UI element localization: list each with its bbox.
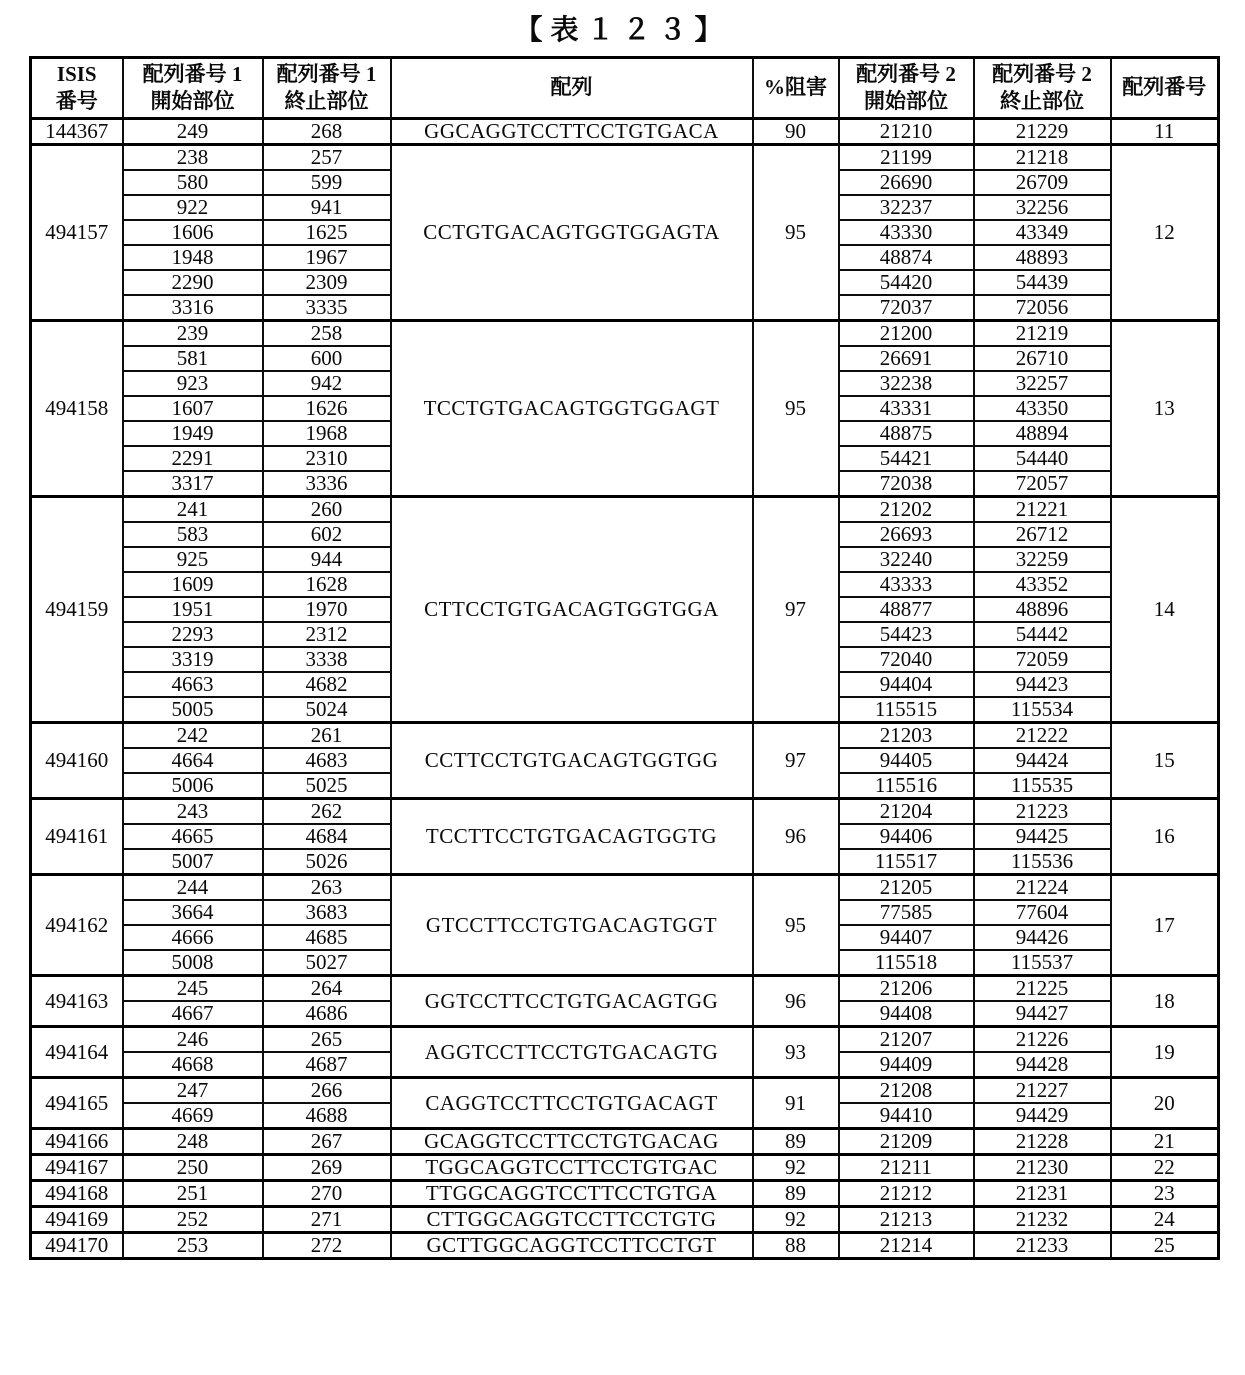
seq1-end-cell: 264: [263, 976, 391, 1002]
seq2-start-cell: 54421: [839, 446, 974, 471]
seq1-start-cell: 2291: [123, 446, 263, 471]
seq2-end-cell: 21228: [974, 1129, 1111, 1155]
isis-number-cell: 494157: [31, 145, 123, 321]
seq2-start-cell: 21208: [839, 1078, 974, 1104]
seq1-start-cell: 1948: [123, 245, 263, 270]
seq2-start-cell: 21199: [839, 145, 974, 171]
seq2-end-cell: 115535: [974, 773, 1111, 799]
seq2-end-cell: 94426: [974, 925, 1111, 950]
seq2-end-cell: 21226: [974, 1027, 1111, 1053]
seq2-end-cell: 43350: [974, 396, 1111, 421]
inhibition-cell: 96: [753, 976, 839, 1027]
seq1-start-cell: 1607: [123, 396, 263, 421]
seq1-end-cell: 941: [263, 195, 391, 220]
seq2-start-cell: 72037: [839, 295, 974, 321]
inhibition-cell: 93: [753, 1027, 839, 1078]
seq2-end-cell: 32259: [974, 547, 1111, 572]
isis-number-cell: 494161: [31, 799, 123, 875]
seq2-start-cell: 32240: [839, 547, 974, 572]
table-row: [31, 1129, 1219, 1155]
seq1-end-cell: 1628: [263, 572, 391, 597]
table-row: [31, 1181, 1219, 1207]
seq2-end-cell: 94427: [974, 1001, 1111, 1027]
table-body: [31, 119, 1219, 1259]
seq1-start-cell: 4666: [123, 925, 263, 950]
seq2-start-cell: 94404: [839, 672, 974, 697]
seq1-end-cell: 5026: [263, 849, 391, 875]
seq1-end-cell: 263: [263, 875, 391, 901]
isis-number-cell: 494159: [31, 497, 123, 723]
column-header: ISIS 番号: [31, 58, 123, 119]
seq2-end-cell: 115537: [974, 950, 1111, 976]
seq1-end-cell: 271: [263, 1207, 391, 1233]
column-header: 配列番号 2 終止部位: [974, 58, 1111, 119]
inhibition-cell: 89: [753, 1129, 839, 1155]
seq2-start-cell: 48877: [839, 597, 974, 622]
seq2-start-cell: 72040: [839, 647, 974, 672]
isis-number-cell: 494168: [31, 1181, 123, 1207]
seq-id-cell: 18: [1111, 976, 1219, 1027]
header-row: [31, 58, 1219, 119]
table-row: [31, 145, 1219, 171]
sequence-cell: TCCTGTGACAGTGGTGGAGT: [391, 321, 753, 497]
seq2-end-cell: 26712: [974, 522, 1111, 547]
seq2-end-cell: 77604: [974, 900, 1111, 925]
seq2-start-cell: 21211: [839, 1155, 974, 1181]
seq1-start-cell: 3319: [123, 647, 263, 672]
isis-number-cell: 494162: [31, 875, 123, 976]
sequence-cell: CCTTCCTGTGACAGTGGTGG: [391, 723, 753, 799]
seq2-end-cell: 21231: [974, 1181, 1111, 1207]
seq1-end-cell: 260: [263, 497, 391, 523]
seq1-end-cell: 1970: [263, 597, 391, 622]
seq1-end-cell: 268: [263, 119, 391, 145]
isis-number-cell: 494164: [31, 1027, 123, 1078]
seq-id-cell: 24: [1111, 1207, 1219, 1233]
seq2-end-cell: 21221: [974, 497, 1111, 523]
seq2-end-cell: 48894: [974, 421, 1111, 446]
inhibition-cell: 91: [753, 1078, 839, 1129]
seq1-end-cell: 4687: [263, 1052, 391, 1078]
inhibition-cell: 95: [753, 321, 839, 497]
seq1-start-cell: 242: [123, 723, 263, 749]
seq1-start-cell: 1951: [123, 597, 263, 622]
seq-id-cell: 11: [1111, 119, 1219, 145]
seq2-start-cell: 43330: [839, 220, 974, 245]
seq2-start-cell: 48874: [839, 245, 974, 270]
seq2-end-cell: 115536: [974, 849, 1111, 875]
seq2-start-cell: 21213: [839, 1207, 974, 1233]
seq2-end-cell: 43349: [974, 220, 1111, 245]
seq2-end-cell: 21233: [974, 1233, 1111, 1259]
seq2-end-cell: 48896: [974, 597, 1111, 622]
table-row: [31, 119, 1219, 145]
seq1-start-cell: 247: [123, 1078, 263, 1104]
sequence-cell: CTTCCTGTGACAGTGGTGGA: [391, 497, 753, 723]
sequence-cell: GCTTGGCAGGTCCTTCCTGT: [391, 1233, 753, 1259]
seq1-start-cell: 250: [123, 1155, 263, 1181]
seq2-end-cell: 94425: [974, 824, 1111, 849]
seq2-end-cell: 54442: [974, 622, 1111, 647]
seq2-start-cell: 115517: [839, 849, 974, 875]
seq1-end-cell: 5025: [263, 773, 391, 799]
seq1-end-cell: 266: [263, 1078, 391, 1104]
seq1-end-cell: 942: [263, 371, 391, 396]
seq2-end-cell: 48893: [974, 245, 1111, 270]
seq-id-cell: 12: [1111, 145, 1219, 321]
seq2-start-cell: 21202: [839, 497, 974, 523]
seq2-end-cell: 21223: [974, 799, 1111, 825]
seq-id-cell: 21: [1111, 1129, 1219, 1155]
seq-id-cell: 25: [1111, 1233, 1219, 1259]
seq2-start-cell: 26690: [839, 170, 974, 195]
seq2-end-cell: 21219: [974, 321, 1111, 347]
seq1-start-cell: 5006: [123, 773, 263, 799]
seq2-end-cell: 72059: [974, 647, 1111, 672]
seq2-start-cell: 32237: [839, 195, 974, 220]
seq-id-cell: 23: [1111, 1181, 1219, 1207]
seq1-end-cell: 1626: [263, 396, 391, 421]
seq2-start-cell: 72038: [839, 471, 974, 497]
seq2-start-cell: 26693: [839, 522, 974, 547]
seq2-start-cell: 26691: [839, 346, 974, 371]
sequence-cell: TTGGCAGGTCCTTCCTGTGA: [391, 1181, 753, 1207]
table-row: [31, 1207, 1219, 1233]
seq2-end-cell: 43352: [974, 572, 1111, 597]
seq2-start-cell: 48875: [839, 421, 974, 446]
inhibition-cell: 92: [753, 1155, 839, 1181]
seq2-start-cell: 21209: [839, 1129, 974, 1155]
seq1-end-cell: 270: [263, 1181, 391, 1207]
table-row: [31, 321, 1219, 347]
inhibition-cell: 97: [753, 497, 839, 723]
seq1-end-cell: 4688: [263, 1103, 391, 1129]
seq1-start-cell: 251: [123, 1181, 263, 1207]
sequence-table: [29, 56, 1220, 1260]
seq1-start-cell: 241: [123, 497, 263, 523]
sequence-cell: CAGGTCCTTCCTGTGACAGT: [391, 1078, 753, 1129]
seq2-end-cell: 72056: [974, 295, 1111, 321]
seq1-end-cell: 258: [263, 321, 391, 347]
seq2-start-cell: 94410: [839, 1103, 974, 1129]
seq2-end-cell: 21232: [974, 1207, 1111, 1233]
seq2-end-cell: 21218: [974, 145, 1111, 171]
seq-id-cell: 22: [1111, 1155, 1219, 1181]
seq1-end-cell: 3336: [263, 471, 391, 497]
seq2-start-cell: 21203: [839, 723, 974, 749]
sequence-cell: GGTCCTTCCTGTGACAGTGG: [391, 976, 753, 1027]
seq2-end-cell: 94424: [974, 748, 1111, 773]
isis-number-cell: 144367: [31, 119, 123, 145]
seq2-start-cell: 32238: [839, 371, 974, 396]
seq2-start-cell: 115515: [839, 697, 974, 723]
seq1-end-cell: 272: [263, 1233, 391, 1259]
seq2-end-cell: 21224: [974, 875, 1111, 901]
isis-number-cell: 494170: [31, 1233, 123, 1259]
seq1-start-cell: 4664: [123, 748, 263, 773]
inhibition-cell: 92: [753, 1207, 839, 1233]
seq2-start-cell: 115518: [839, 950, 974, 976]
seq1-end-cell: 5027: [263, 950, 391, 976]
column-header: 配列番号: [1111, 58, 1219, 119]
seq1-start-cell: 925: [123, 547, 263, 572]
seq1-end-cell: 4686: [263, 1001, 391, 1027]
seq2-end-cell: 21222: [974, 723, 1111, 749]
sequence-cell: TGGCAGGTCCTTCCTGTGAC: [391, 1155, 753, 1181]
seq2-start-cell: 21214: [839, 1233, 974, 1259]
seq1-start-cell: 4669: [123, 1103, 263, 1129]
seq1-start-cell: 243: [123, 799, 263, 825]
seq1-end-cell: 1967: [263, 245, 391, 270]
seq1-end-cell: 1968: [263, 421, 391, 446]
seq2-start-cell: 21210: [839, 119, 974, 145]
seq1-start-cell: 3317: [123, 471, 263, 497]
seq1-start-cell: 4667: [123, 1001, 263, 1027]
seq2-start-cell: 54423: [839, 622, 974, 647]
seq1-start-cell: 253: [123, 1233, 263, 1259]
isis-number-cell: 494167: [31, 1155, 123, 1181]
seq2-start-cell: 21206: [839, 976, 974, 1002]
seq1-end-cell: 599: [263, 170, 391, 195]
seq1-start-cell: 238: [123, 145, 263, 171]
seq1-start-cell: 2293: [123, 622, 263, 647]
seq2-end-cell: 94423: [974, 672, 1111, 697]
seq1-start-cell: 4668: [123, 1052, 263, 1078]
seq2-end-cell: 21229: [974, 119, 1111, 145]
seq2-start-cell: 21200: [839, 321, 974, 347]
inhibition-cell: 95: [753, 875, 839, 976]
seq1-end-cell: 257: [263, 145, 391, 171]
inhibition-cell: 90: [753, 119, 839, 145]
column-header: 配列番号 2 開始部位: [839, 58, 974, 119]
seq1-start-cell: 249: [123, 119, 263, 145]
seq1-start-cell: 1606: [123, 220, 263, 245]
seq1-end-cell: 4683: [263, 748, 391, 773]
seq1-end-cell: 3338: [263, 647, 391, 672]
seq1-end-cell: 944: [263, 547, 391, 572]
seq-id-cell: 17: [1111, 875, 1219, 976]
table-row: [31, 1233, 1219, 1259]
seq1-end-cell: 261: [263, 723, 391, 749]
seq2-start-cell: 54420: [839, 270, 974, 295]
seq1-end-cell: 2312: [263, 622, 391, 647]
seq2-start-cell: 94406: [839, 824, 974, 849]
seq2-end-cell: 54439: [974, 270, 1111, 295]
seq1-start-cell: 3316: [123, 295, 263, 321]
seq1-start-cell: 580: [123, 170, 263, 195]
isis-number-cell: 494169: [31, 1207, 123, 1233]
table-row: [31, 1078, 1219, 1104]
seq1-start-cell: 583: [123, 522, 263, 547]
table-row: [31, 497, 1219, 523]
seq2-start-cell: 115516: [839, 773, 974, 799]
table-header: [31, 58, 1219, 119]
seq1-start-cell: 245: [123, 976, 263, 1002]
seq2-start-cell: 21204: [839, 799, 974, 825]
seq-id-cell: 14: [1111, 497, 1219, 723]
seq2-start-cell: 94405: [839, 748, 974, 773]
seq2-end-cell: 21225: [974, 976, 1111, 1002]
seq1-end-cell: 4682: [263, 672, 391, 697]
isis-number-cell: 494165: [31, 1078, 123, 1129]
seq1-end-cell: 265: [263, 1027, 391, 1053]
table-row: [31, 1155, 1219, 1181]
seq1-start-cell: 244: [123, 875, 263, 901]
seq1-end-cell: 4684: [263, 824, 391, 849]
seq2-start-cell: 21207: [839, 1027, 974, 1053]
table-row: [31, 723, 1219, 749]
seq2-start-cell: 21205: [839, 875, 974, 901]
seq2-end-cell: 72057: [974, 471, 1111, 497]
seq2-end-cell: 94428: [974, 1052, 1111, 1078]
seq2-start-cell: 94408: [839, 1001, 974, 1027]
seq2-start-cell: 21212: [839, 1181, 974, 1207]
seq2-end-cell: 26710: [974, 346, 1111, 371]
seq-id-cell: 15: [1111, 723, 1219, 799]
table-row: [31, 976, 1219, 1002]
seq1-start-cell: 4665: [123, 824, 263, 849]
seq1-start-cell: 581: [123, 346, 263, 371]
inhibition-cell: 89: [753, 1181, 839, 1207]
isis-number-cell: 494160: [31, 723, 123, 799]
column-header: %阻害: [753, 58, 839, 119]
sequence-cell: CTTGGCAGGTCCTTCCTGTG: [391, 1207, 753, 1233]
isis-number-cell: 494166: [31, 1129, 123, 1155]
seq1-end-cell: 267: [263, 1129, 391, 1155]
seq-id-cell: 16: [1111, 799, 1219, 875]
seq1-start-cell: 1949: [123, 421, 263, 446]
seq2-end-cell: 32257: [974, 371, 1111, 396]
seq1-start-cell: 5008: [123, 950, 263, 976]
sequence-cell: AGGTCCTTCCTGTGACAGTG: [391, 1027, 753, 1078]
seq1-start-cell: 248: [123, 1129, 263, 1155]
column-header: 配列番号 1 開始部位: [123, 58, 263, 119]
sequence-cell: GGCAGGTCCTTCCTGTGACA: [391, 119, 753, 145]
seq1-start-cell: 923: [123, 371, 263, 396]
seq1-end-cell: 269: [263, 1155, 391, 1181]
isis-number-cell: 494163: [31, 976, 123, 1027]
seq1-end-cell: 5024: [263, 697, 391, 723]
seq1-start-cell: 239: [123, 321, 263, 347]
seq2-end-cell: 21227: [974, 1078, 1111, 1104]
seq2-end-cell: 32256: [974, 195, 1111, 220]
inhibition-cell: 95: [753, 145, 839, 321]
inhibition-cell: 96: [753, 799, 839, 875]
seq1-end-cell: 602: [263, 522, 391, 547]
seq2-start-cell: 43331: [839, 396, 974, 421]
seq2-start-cell: 94409: [839, 1052, 974, 1078]
seq1-start-cell: 246: [123, 1027, 263, 1053]
seq1-end-cell: 2309: [263, 270, 391, 295]
seq1-start-cell: 1609: [123, 572, 263, 597]
sequence-cell: TCCTTCCTGTGACAGTGGTG: [391, 799, 753, 875]
seq1-start-cell: 5007: [123, 849, 263, 875]
seq1-start-cell: 5005: [123, 697, 263, 723]
seq2-start-cell: 77585: [839, 900, 974, 925]
seq1-end-cell: 4685: [263, 925, 391, 950]
inhibition-cell: 88: [753, 1233, 839, 1259]
seq2-start-cell: 94407: [839, 925, 974, 950]
seq1-start-cell: 3664: [123, 900, 263, 925]
seq1-end-cell: 2310: [263, 446, 391, 471]
column-header: 配列: [391, 58, 753, 119]
isis-number-cell: 494158: [31, 321, 123, 497]
seq-id-cell: 20: [1111, 1078, 1219, 1129]
table-row: [31, 1027, 1219, 1053]
seq2-end-cell: 21230: [974, 1155, 1111, 1181]
seq1-end-cell: 3335: [263, 295, 391, 321]
seq1-end-cell: 3683: [263, 900, 391, 925]
seq1-end-cell: 1625: [263, 220, 391, 245]
sequence-cell: GTCCTTCCTGTGACAGTGGT: [391, 875, 753, 976]
seq1-end-cell: 600: [263, 346, 391, 371]
sequence-cell: CCTGTGACAGTGGTGGAGTA: [391, 145, 753, 321]
seq2-end-cell: 94429: [974, 1103, 1111, 1129]
seq2-start-cell: 43333: [839, 572, 974, 597]
seq-id-cell: 19: [1111, 1027, 1219, 1078]
table-row: [31, 875, 1219, 901]
seq1-start-cell: 252: [123, 1207, 263, 1233]
seq1-end-cell: 262: [263, 799, 391, 825]
sequence-cell: GCAGGTCCTTCCTGTGACAG: [391, 1129, 753, 1155]
inhibition-cell: 97: [753, 723, 839, 799]
seq2-end-cell: 115534: [974, 697, 1111, 723]
table-title: 【表１２３】: [514, 15, 731, 46]
column-header: 配列番号 1 終止部位: [263, 58, 391, 119]
seq1-start-cell: 922: [123, 195, 263, 220]
seq-id-cell: 13: [1111, 321, 1219, 497]
seq1-start-cell: 2290: [123, 270, 263, 295]
seq2-end-cell: 26709: [974, 170, 1111, 195]
seq1-start-cell: 4663: [123, 672, 263, 697]
seq2-end-cell: 54440: [974, 446, 1111, 471]
table-row: [31, 799, 1219, 825]
